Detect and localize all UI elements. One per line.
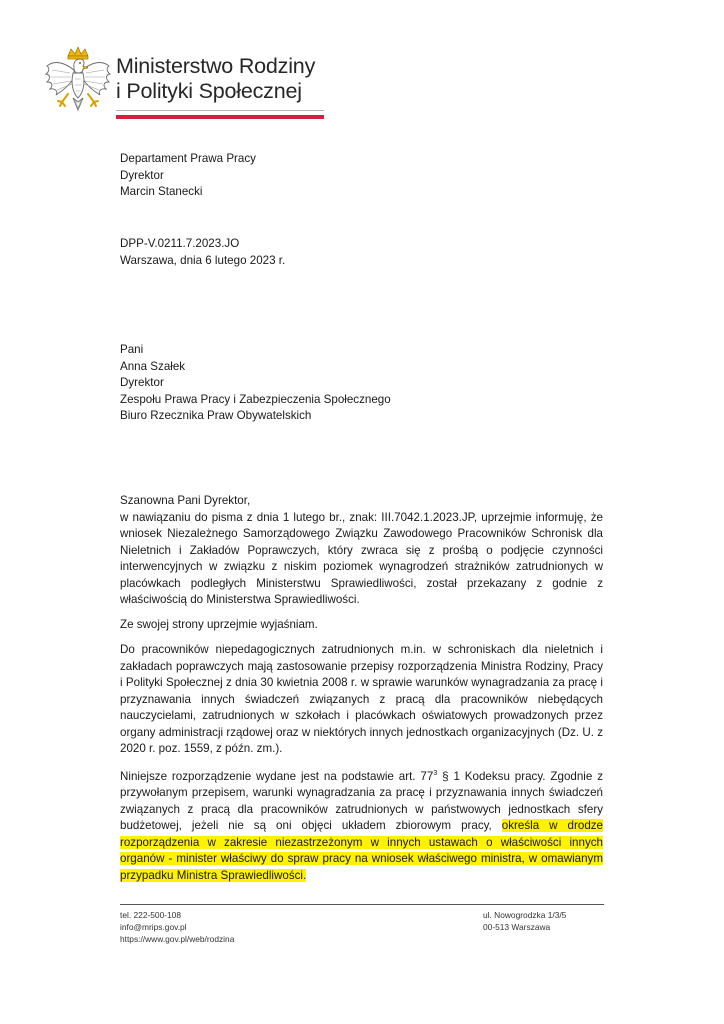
recipient-office: Biuro Rzecznika Praw Obywatelskich bbox=[120, 409, 312, 422]
ministry-name-line1: Ministerstwo Rodziny bbox=[116, 54, 316, 78]
ministry-name-line2: i Polityki Społecznej bbox=[116, 79, 302, 103]
footer-postal: 00-513 Warszawa bbox=[483, 922, 551, 933]
reference-number: DPP-V.0211.7.2023.JO bbox=[120, 237, 240, 250]
sender-block bbox=[120, 151, 256, 201]
footer-email[interactable]: info@mrips.gov.pl bbox=[120, 922, 187, 933]
highlighted-text: określa w drodze rozporządzenia w zakresie niezastrzeżonym w innych ustawach o właściwości innych organów - minister właściwy do spraw pracy na wniosek właściwego ministra, w omawianym przypadku Ministra Sprawiedliwości. bbox=[120, 819, 604, 882]
header-gray-line bbox=[116, 110, 324, 111]
footer-street: ul. Nowogrodzka 1/3/5 bbox=[483, 910, 567, 920]
paragraph-4-superscript: 3 bbox=[433, 770, 438, 777]
recipient-salutation: Pani bbox=[120, 343, 144, 356]
footer-phone: tel. 222-500-108 bbox=[120, 910, 181, 920]
sender-name: Marcin Stanecki bbox=[120, 185, 203, 198]
recipient-name: Anna Szałek bbox=[120, 359, 186, 373]
recipient-unit: Zespołu Prawa Pracy i Zabezpieczenia Społecznego bbox=[120, 392, 391, 406]
letter-paragraph-3: Do pracowników niepedagogicznych zatrudnionych m.in. w schroniskach dla nieletnich i zakładach poprawczych mają zastosowanie przepisy rozporządzenia Ministra Rodziny, Pracy i Polityki Społecznej z dnia 30 kwietnia 2008 r. w sprawie warunków wynagradzania za pracę i przyznawania innych świadczeń związanych z pracą dla pracowników niebędących nauczycielami, zatrudnionych w szkołach i placówkach oświatowych prowadzonych przez organy administracji rządowej oraz w niektórych innych jednostkach organizacyjnych (Dz. U. z 2020 r. poz. 1559, z późn. zm.). bbox=[120, 643, 603, 755]
letter-greeting: Szanowna Pani Dyrektor, bbox=[120, 494, 251, 507]
paragraph-4-middle: § 1 Kodeksu pracy. Zgodnie z przywołanym przepisem, warunki wynagradzania za pracę i przyznawania innych świadczeń związanych z pracą dla pracowników zatrudnionych w państwowych jednostkach sfery budżetowej, jeżeli nie są oni objęci układem zbiorowym pracy, bbox=[120, 769, 603, 833]
letter-paragraph-4 bbox=[120, 766, 603, 884]
reference-block bbox=[120, 236, 285, 269]
letter-paragraph-1: w nawiązaniu do pisma z dnia 1 lutego br., znak: III.7042.1.2023.JP, uprzejmie informuję, że wniosek Niezależnego Samorządowego Związku Zawodowego Pracowników Schronisk dla Nieletnich i Zakładów Poprawczych, który zwraca się z prośbą o podjęcie czynności interwencyjnych w związku z niskim poziomek wynagrodzeń strażników zatrudnionych w placówkach podległych Ministerstwu Sprawiedliwości, został przekazany z godnie z właściwością do Ministerstwa Sprawiedliwości. bbox=[120, 510, 603, 606]
place-date: Warszawa, dnia 6 lutego 2023 r. bbox=[120, 253, 286, 267]
polish-eagle-emblem-icon bbox=[44, 46, 112, 118]
header-red-line bbox=[116, 115, 324, 119]
ministry-name bbox=[116, 54, 315, 104]
sender-department: Departament Prawa Pracy bbox=[120, 152, 256, 165]
footer-address bbox=[483, 909, 566, 933]
letter-body bbox=[120, 493, 603, 893]
footer-divider bbox=[120, 904, 604, 905]
footer-contact bbox=[120, 909, 234, 946]
sender-title: Dyrektor bbox=[120, 168, 164, 182]
footer-website[interactable]: https://www.gov.pl/web/rodzina bbox=[120, 934, 235, 945]
recipient-title: Dyrektor bbox=[120, 376, 164, 389]
recipient-block bbox=[120, 342, 391, 425]
letter-paragraph-2: Ze swojej strony uprzejmie wyjaśniam. bbox=[120, 618, 318, 631]
paragraph-4-start: Niniejsze rozporządzenie wydane jest na podstawie art. 77 bbox=[120, 769, 434, 783]
